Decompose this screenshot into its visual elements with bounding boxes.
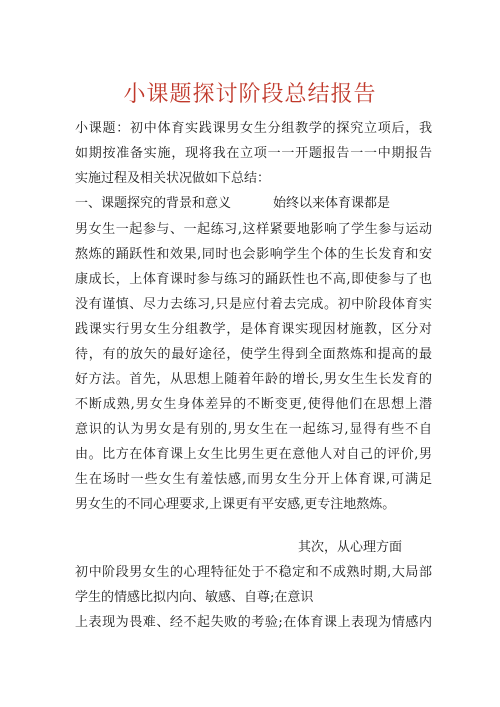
body-line: 没有谨慎、尽力去练习,只是应付着去完成。初中阶段体育实 bbox=[75, 297, 432, 312]
body-line: 不断成熟,男女生身体差异的不断变更,使得他们在思想上潜 bbox=[75, 397, 432, 412]
body-line: 如期按准备实施，现将我在立项一一开题报告一一中期报告 bbox=[75, 146, 432, 161]
body-line: 生在场时一些女生有羞怯感,而男女生分开上体育课,可满足 bbox=[75, 472, 432, 487]
body-line: 熬炼的踊跃性和效果,同时也会影响学生个体的生长发育和安 bbox=[75, 247, 432, 262]
body-line: 康成长，上体育课时参与练习的踊跃性也不高,即使参与了也 bbox=[75, 272, 432, 287]
body-line: 待，有的放矢的最好途径，使学生得到全面熬炼和提高的最 bbox=[75, 347, 432, 362]
section-heading-line bbox=[75, 194, 390, 214]
body-line: 由。比方在体育课上女生比男生更在意他人对自己的评价,男 bbox=[75, 447, 432, 462]
body-line: 好方法。首先，从思想上随着年龄的增长,男女生生长发育的 bbox=[75, 372, 432, 387]
body-line: 初中阶段男女生的心理特征处于不稳定和不成熟时期,大局部 bbox=[75, 565, 432, 580]
body-line: 实施过程及相关状况做如下总结： bbox=[75, 171, 271, 186]
body-line: 意识的认为男女是有别的,男女生在一起练习,显得有些不自 bbox=[75, 422, 432, 437]
body-line: 小课题：初中体育实践课男女生分组教学的探究立项后，我 bbox=[75, 121, 432, 136]
body-line: 学生的情感比拟内向、敏感、自尊;在意识 bbox=[75, 590, 314, 605]
body-line: 践课实行男女生分组教学，是体育课实现因材施教，区分对 bbox=[75, 322, 432, 337]
body-line: 上表现为畏难、经不起失败的考验;在体育课上表现为情感内 bbox=[75, 615, 432, 630]
section-heading: 一、课题探究的背景和意义 bbox=[75, 196, 232, 211]
section-heading-continuation: 始终以来体育课都是 bbox=[273, 196, 391, 211]
body-line: 男女生一起参与、一起练习,这样紧要地影响了学生参与运动 bbox=[75, 222, 432, 237]
document-title: 小课题探讨阶段总结报告 bbox=[123, 82, 377, 107]
second-heading: 其次，从心理方面 bbox=[298, 540, 403, 555]
body-line: 男女生的不同心理要求,上课更有平安感,更专注地熬炼。 bbox=[75, 497, 396, 512]
